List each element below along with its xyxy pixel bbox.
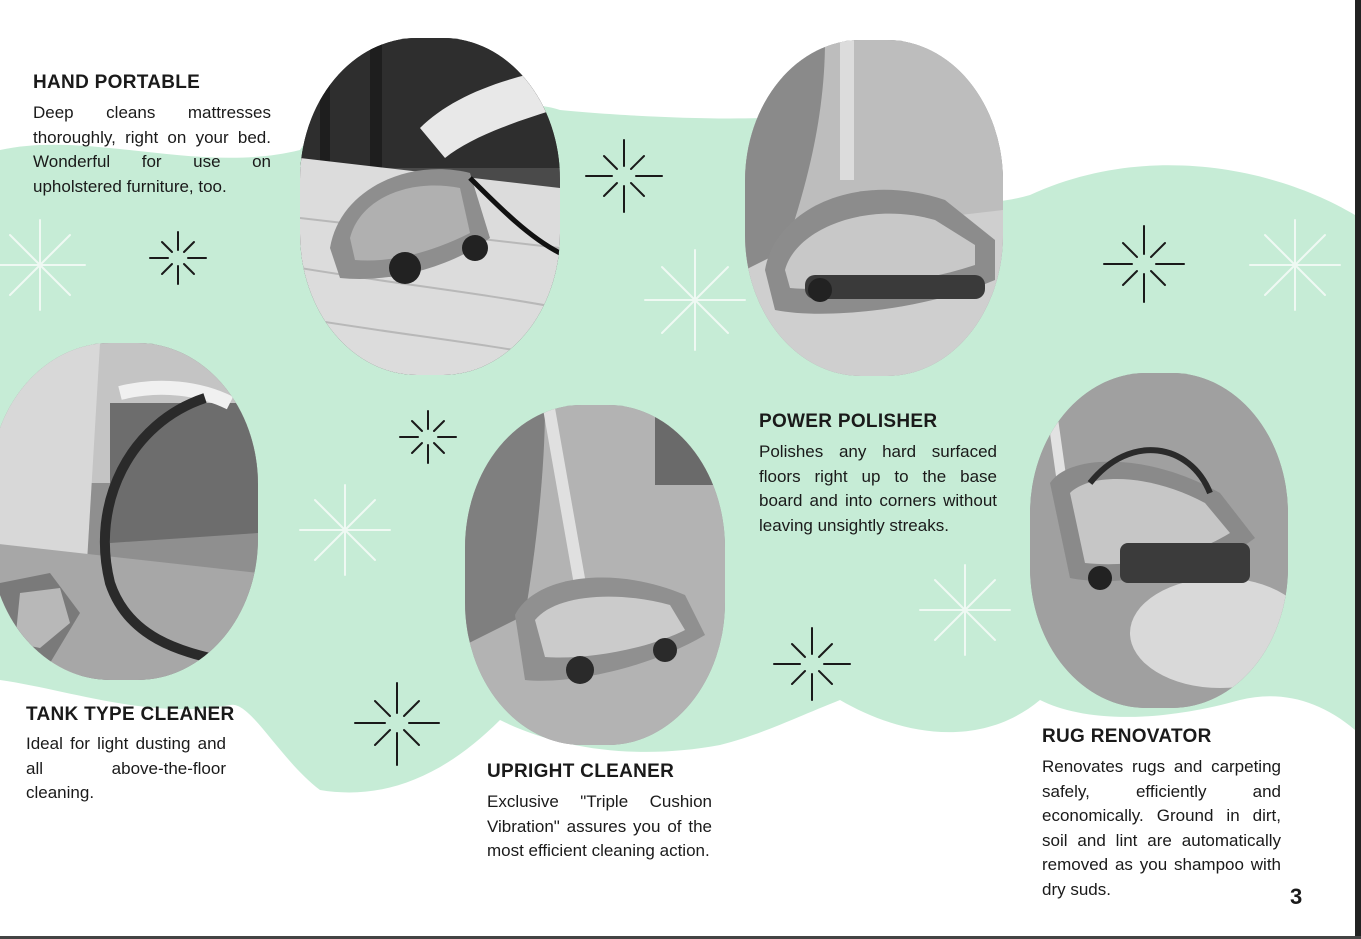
tank-cleaner-photo: [0, 343, 258, 680]
page-edge-shadow: [1355, 0, 1361, 939]
starburst-icon: [148, 228, 208, 288]
upright-cleaner-title: UPRIGHT CLEANER: [487, 761, 675, 782]
upright-cleaner-body: Exclusive "Triple Cushion Vibration" assures you of the most efficient cleaning action.: [487, 792, 712, 860]
page-number: 3: [1290, 884, 1303, 909]
starburst-icon: [584, 136, 664, 216]
power-polisher-title: POWER POLISHER: [759, 411, 938, 432]
tank-type-cleaner-body: Ideal for light dusting and all above-the-floor cleaning.: [26, 734, 226, 802]
mattress-vacuum-photo: [300, 38, 560, 375]
hand-portable-body: Deep cleans mattresses thoroughly, right on your bed. Wonderful for use on upholstered furniture, too.: [33, 103, 271, 196]
starburst-icon: [1102, 222, 1186, 306]
rug-renovator-body: Renovates rugs and carpeting safely, efficiently and economically. Ground in dirt, soil and lint are automatically removed as you shampoo with dry suds.: [1042, 757, 1281, 899]
power-polisher-body: Polishes any hard surfaced floors right up to the base board and into corners without leaving unsightly streaks.: [759, 442, 997, 535]
starburst-icon: [352, 678, 442, 768]
rug-renovator-title: RUG RENOVATOR: [1042, 726, 1212, 747]
starburst-icon: [772, 624, 852, 704]
hand-portable-title: HAND PORTABLE: [33, 72, 201, 93]
power-polisher-photo: [745, 40, 1003, 376]
starburst-icon: [398, 407, 458, 467]
rug-renovator-photo: [1030, 373, 1288, 708]
upright-cleaner-photo: [465, 405, 725, 745]
tank-type-cleaner-title: TANK TYPE CLEANER: [26, 704, 235, 725]
